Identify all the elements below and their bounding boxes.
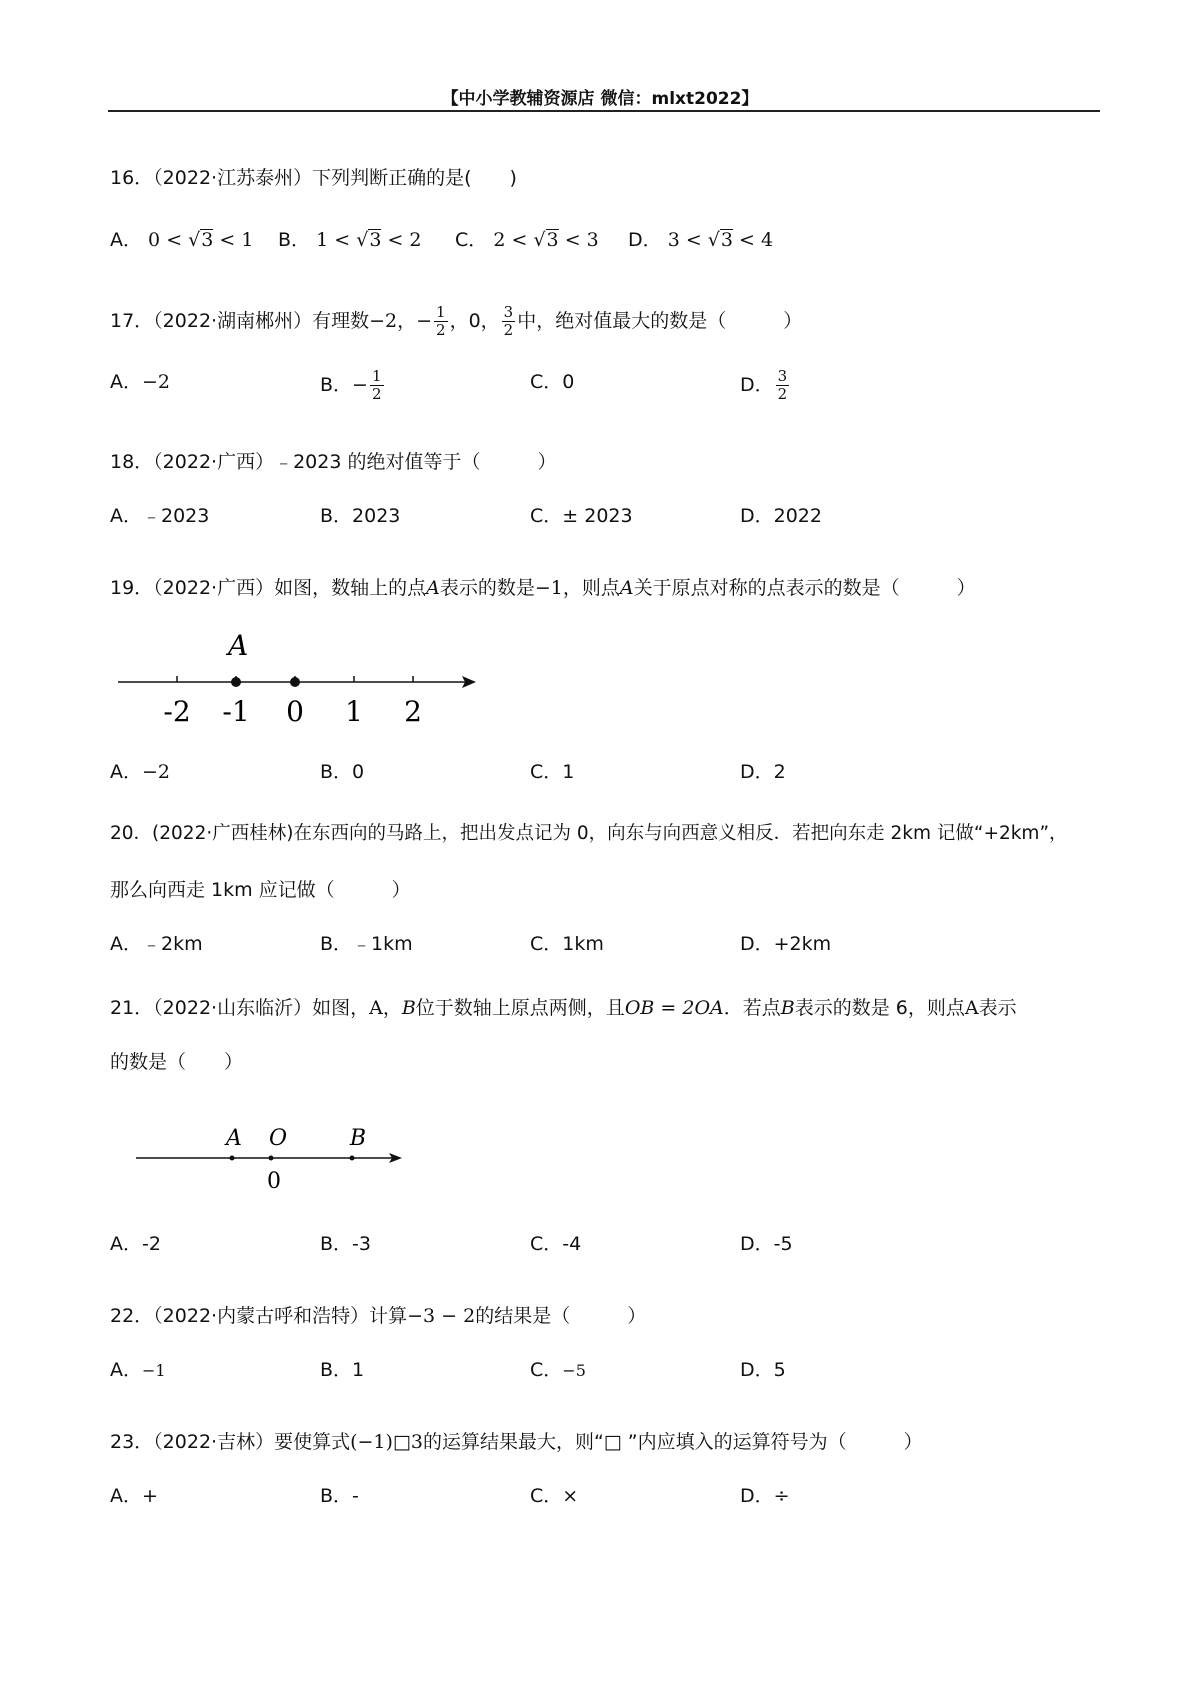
q21-point-a-dot [230,1156,235,1161]
q21-stem-line2: 的数是（ ） [110,1051,244,1073]
q21-number-line [128,1120,418,1200]
q20-stem-line1: 20．(2022·广西桂林)在东西向的马路上，把出发点记为 0，向东与向西意义相反．若把向东走 2km 记做“+2km”， [110,823,1068,844]
q16-option-c: C． 2 < √3 < 3 [455,229,599,251]
q19-tick-label: -2 [163,695,191,728]
q21-point-b-label: B [349,1126,367,1151]
q20-option-a: A．﹣2km [110,933,203,955]
q22-option-a: A．−1 [110,1359,166,1381]
q23-option-b: B．- [320,1485,359,1507]
q22-option-c: C．−5 [530,1359,586,1381]
q19-point-a-label: A [228,629,249,662]
q22-option-d: D．5 [740,1359,786,1381]
q19-option-c: C．1 [530,761,575,783]
q19-origin-dot [290,677,300,687]
q23-option-a: A．+ [110,1485,158,1507]
q21-point-a-label: A [226,1126,242,1151]
q22-option-b: B．1 [320,1359,365,1381]
q21-origin-dot [269,1156,274,1161]
q20-option-d: D．+2km [740,933,832,955]
q20-option-c: C．1km [530,933,604,955]
q19-point-a-dot [231,677,241,687]
q19-stem: 19．（2022·广西）如图，数轴上的点A表示的数是−1，则点A关于原点对称的点表示的数是（ ） [110,577,976,599]
q19-tick-label: -1 [222,695,250,728]
q18-option-b: B．2023 [320,505,401,527]
q21-option-c: C．-4 [530,1233,582,1255]
q19-tick-label: 1 [345,695,363,728]
q19-option-a: A．−2 [110,761,171,783]
q21-point-b-dot [350,1156,355,1161]
q16-option-b: B． 1 < √3 < 2 [278,229,422,251]
q19-number-line [110,625,490,735]
q18-option-a: A．﹣2023 [110,505,210,527]
q17-option-c: C．0 [530,371,575,393]
q16-option-a: A． 0 < √3 < 1 [110,229,254,251]
q21-origin-label: O [268,1126,288,1151]
q17-option-a: A．−2 [110,371,171,393]
q19-option-b: B．0 [320,761,365,783]
q17-stem: 17．（2022·湖南郴州）有理数−2，− $\frac{1}{2}$ ，0， $\frac{3}{2}$ 中，绝对值最大的数是（ ） [110,303,803,339]
q22-stem: 22．（2022·内蒙古呼和浩特）计算−3 − 2的结果是（ ） [110,1305,647,1327]
page-header: 【中小学教辅资源店 微信：mlxt2022】 [441,89,759,109]
q23-option-d: D．÷ [740,1485,790,1507]
q18-stem: 18．（2022·广西）﹣2023 的绝对值等于（ ） [110,451,557,473]
q18-option-d: D．2022 [740,505,822,527]
q19-tick-label: 2 [404,695,422,728]
q19-option-d: D．2 [740,761,786,783]
q17-option-b: B．− $\frac{1}{2}$ [320,367,382,403]
q21-zero-label: 0 [267,1169,281,1194]
q18-option-c: C．± 2023 [530,505,633,527]
q21-stem-line1: 21．（2022·山东临沂）如图，A，B位于数轴上原点两侧，且OB = 2OA．若点B表示的数是 6，则点A表示 [110,997,1017,1019]
q16-stem: 16．（2022·江苏泰州）下列判断正确的是( ) [110,167,517,189]
q21-option-b: B．-3 [320,1233,371,1255]
q16-option-d: D． 3 < √3 < 4 [628,229,774,251]
q21-option-d: D．-5 [740,1233,793,1255]
q20-stem-line2: 那么向西走 1km 应记做（ ） [110,879,411,901]
q23-option-c: C．× [530,1485,579,1507]
q23-stem: 23．（2022·吉林）要使算式(−1)□3的运算结果最大，则“□ ”内应填入的运算符号为（ ） [110,1431,923,1453]
header-rule [108,110,1100,112]
q20-option-b: B．﹣1km [320,933,413,955]
q17-option-d: D． $\frac{3}{2}$ [740,367,788,403]
q21-option-a: A．-2 [110,1233,161,1255]
q19-tick-label: 0 [286,695,304,728]
